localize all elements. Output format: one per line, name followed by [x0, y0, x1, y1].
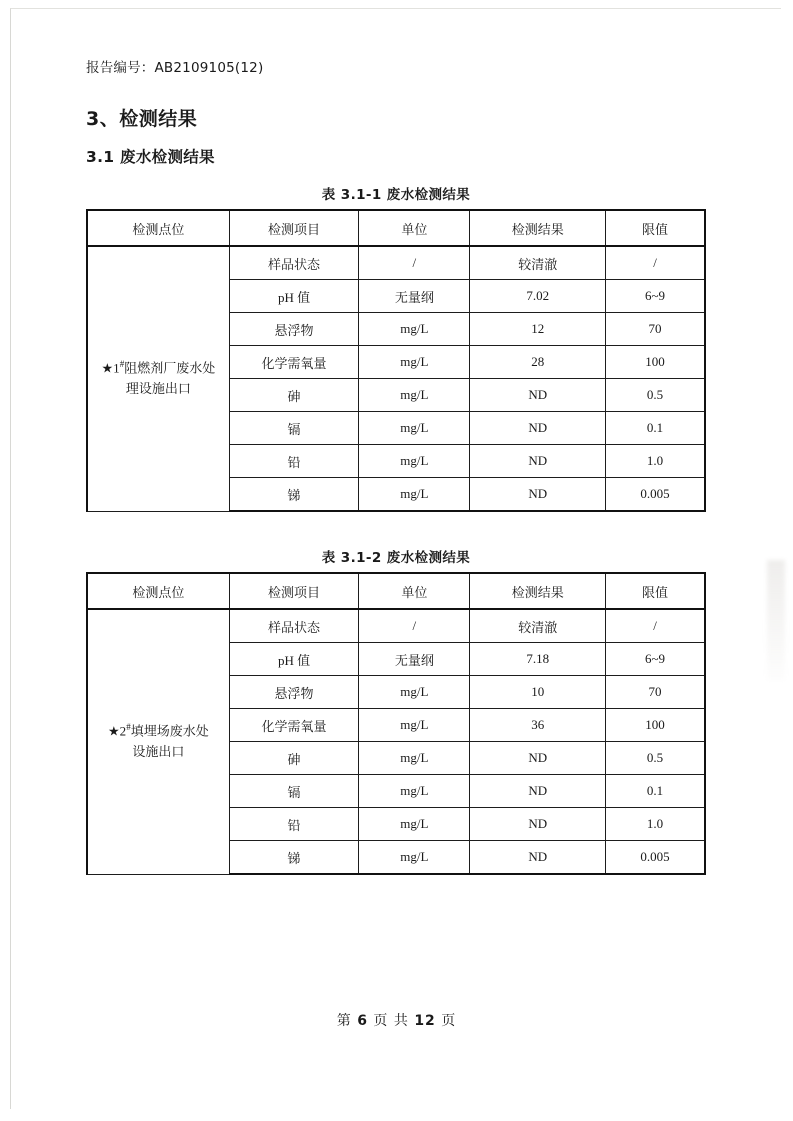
- table-row: [87, 246, 705, 280]
- report-number: 报告编号：AB2109105(12): [86, 60, 264, 76]
- cell-result: 7.02: [470, 280, 606, 313]
- site-prefix: ★2: [108, 723, 127, 739]
- cell-limit: 100: [606, 709, 705, 742]
- cell-limit: 1.0: [606, 445, 705, 478]
- section-title: 3、检测结果: [86, 108, 198, 130]
- column-header-item: 检测项目: [229, 210, 359, 246]
- site-sup: #: [119, 359, 125, 370]
- cell-item: 铅: [229, 808, 359, 841]
- site-line2: 设施出口: [132, 743, 185, 759]
- cell-item: pH 值: [229, 643, 359, 676]
- cell-limit: 0.1: [606, 412, 705, 445]
- table-block-1: [86, 183, 706, 512]
- subsection-title: 3.1 废水检测结果: [86, 148, 215, 166]
- cell-unit: 无量纲: [359, 280, 470, 313]
- cell-result: 较清澈: [470, 246, 606, 280]
- footer-before: 第: [336, 1013, 352, 1029]
- cell-item: 化学需氧量: [229, 709, 359, 742]
- table-caption-2: 表 3.1-2 废水检测结果: [321, 550, 471, 566]
- footer-total-pages: 12: [414, 1013, 436, 1029]
- cell-limit: 6~9: [606, 280, 705, 313]
- table-header-row: [87, 573, 705, 609]
- cell-limit: /: [606, 609, 705, 643]
- column-header-limit: 限值: [606, 210, 705, 246]
- cell-unit: mg/L: [359, 346, 470, 379]
- cell-unit: mg/L: [359, 709, 470, 742]
- cell-unit: mg/L: [359, 808, 470, 841]
- cell-item: 悬浮物: [229, 676, 359, 709]
- cell-result: ND: [470, 808, 606, 841]
- cell-unit: mg/L: [359, 676, 470, 709]
- cell-limit: 0.1: [606, 775, 705, 808]
- cell-result: 28: [470, 346, 606, 379]
- cell-item: 悬浮物: [229, 313, 359, 346]
- cell-result: ND: [470, 775, 606, 808]
- cell-item: 样品状态: [229, 246, 359, 280]
- site-cell-1: [87, 246, 229, 511]
- table-header-row: [87, 210, 705, 246]
- cell-limit: 1.0: [606, 808, 705, 841]
- site-cell-2: [87, 609, 229, 874]
- cell-item: 样品状态: [229, 609, 359, 643]
- footer-mid: 页 共: [373, 1013, 409, 1029]
- cell-result: 7.18: [470, 643, 606, 676]
- cell-item: 砷: [229, 379, 359, 412]
- column-header-item: 检测项目: [229, 573, 359, 609]
- cell-item: 镉: [229, 412, 359, 445]
- table-caption-1: 表 3.1-1 废水检测结果: [321, 187, 471, 203]
- cell-unit: mg/L: [359, 478, 470, 512]
- cell-result: 较清澈: [470, 609, 606, 643]
- site-prefix: ★1: [101, 360, 120, 376]
- cell-result: ND: [470, 742, 606, 775]
- page-footer: [0, 1010, 793, 1030]
- site-line1: 阻燃剂厂废水处: [124, 360, 216, 376]
- cell-item: pH 值: [229, 280, 359, 313]
- wastewater-results-table-2: [86, 572, 706, 875]
- cell-limit: 0.5: [606, 742, 705, 775]
- cell-item: 锑: [229, 841, 359, 875]
- cell-limit: 6~9: [606, 643, 705, 676]
- cell-result: ND: [470, 841, 606, 875]
- column-header-unit: 单位: [359, 210, 470, 246]
- table-block-2: [86, 546, 706, 875]
- cell-unit: 无量纲: [359, 643, 470, 676]
- column-header-unit: 单位: [359, 573, 470, 609]
- cell-result: ND: [470, 478, 606, 512]
- cell-unit: mg/L: [359, 775, 470, 808]
- cell-limit: 0.5: [606, 379, 705, 412]
- column-header-limit: 限值: [606, 573, 705, 609]
- cell-item: 铅: [229, 445, 359, 478]
- cell-limit: 0.005: [606, 478, 705, 512]
- cell-unit: /: [359, 246, 470, 280]
- cell-result: ND: [470, 379, 606, 412]
- column-header-result: 检测结果: [470, 573, 606, 609]
- column-header-site: 检测点位: [87, 210, 229, 246]
- scan-smudge: [767, 560, 785, 680]
- cell-result: 12: [470, 313, 606, 346]
- cell-item: 砷: [229, 742, 359, 775]
- site-line1: 填埋场废水处: [130, 723, 209, 739]
- footer-after: 页: [441, 1013, 457, 1029]
- cell-limit: /: [606, 246, 705, 280]
- cell-unit: mg/L: [359, 313, 470, 346]
- column-header-result: 检测结果: [470, 210, 606, 246]
- cell-unit: mg/L: [359, 841, 470, 875]
- cell-limit: 100: [606, 346, 705, 379]
- page-content: [86, 56, 706, 909]
- cell-result: 10: [470, 676, 606, 709]
- cell-item: 化学需氧量: [229, 346, 359, 379]
- cell-result: 36: [470, 709, 606, 742]
- cell-result: ND: [470, 445, 606, 478]
- cell-limit: 70: [606, 676, 705, 709]
- cell-item: 锑: [229, 478, 359, 512]
- site-sup: #: [126, 722, 131, 733]
- cell-item: 镉: [229, 775, 359, 808]
- cell-unit: mg/L: [359, 445, 470, 478]
- table-row: [87, 609, 705, 643]
- cell-unit: mg/L: [359, 412, 470, 445]
- cell-limit: 70: [606, 313, 705, 346]
- cell-result: ND: [470, 412, 606, 445]
- cell-unit: mg/L: [359, 379, 470, 412]
- site-line2: 理设施出口: [125, 380, 191, 396]
- column-header-site: 检测点位: [87, 573, 229, 609]
- wastewater-results-table-1: [86, 209, 706, 512]
- cell-limit: 0.005: [606, 841, 705, 875]
- footer-current-page: 6: [357, 1013, 368, 1029]
- cell-unit: mg/L: [359, 742, 470, 775]
- cell-unit: /: [359, 609, 470, 643]
